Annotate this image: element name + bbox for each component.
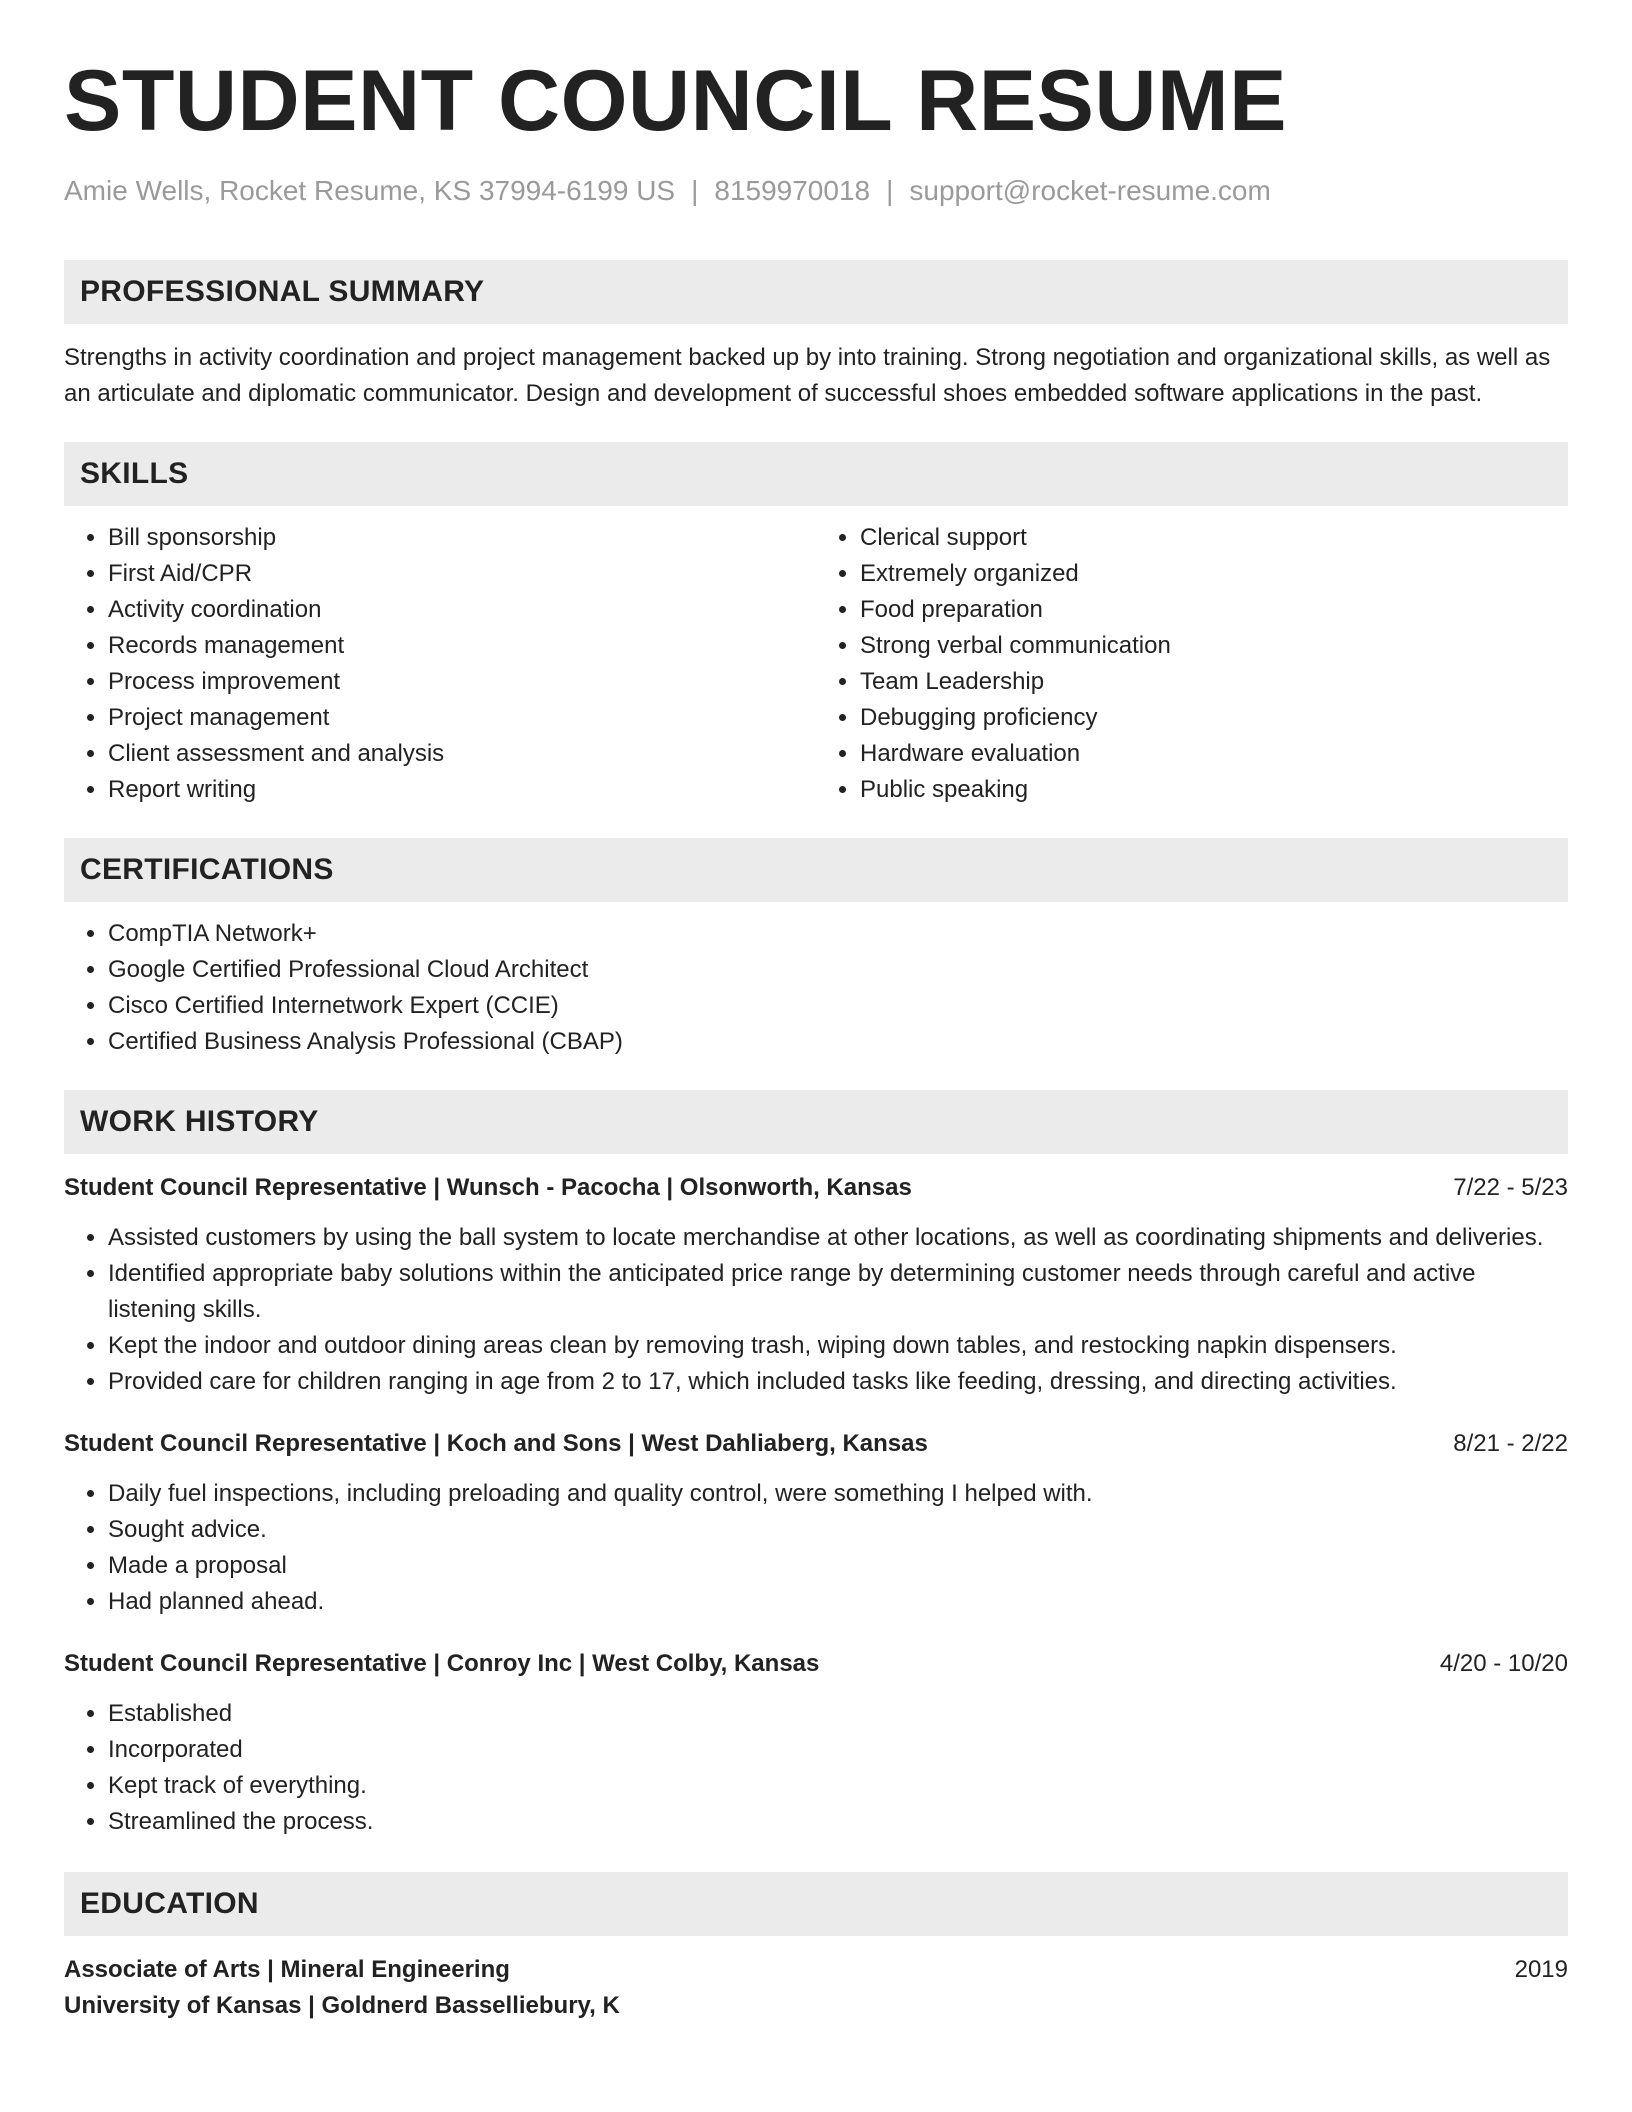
certification-item: • Certified Business Analysis Professional (CBAP) bbox=[108, 1024, 1568, 1060]
job-duty: • Assisted customers by using the ball system to locate merchandise at other locations, as well as coordinating shipments and deliveries. bbox=[108, 1220, 1568, 1256]
certifications-heading: CERTIFICATIONS bbox=[64, 838, 1568, 902]
contact-separator: | bbox=[691, 175, 699, 206]
job-duty: • Sought advice. bbox=[108, 1512, 1568, 1548]
contact-email: support@rocket-resume.com bbox=[909, 175, 1271, 206]
skill-item: • Debugging proficiency bbox=[860, 700, 1568, 736]
job-duty: • Established bbox=[108, 1696, 1568, 1732]
skills-column-left bbox=[64, 520, 816, 808]
skills-heading: SKILLS bbox=[64, 442, 1568, 506]
job-entry bbox=[64, 1646, 1568, 1840]
job-duties bbox=[64, 1220, 1568, 1400]
job-entry bbox=[64, 1170, 1568, 1400]
job-duty: • Incorporated bbox=[108, 1732, 1568, 1768]
certification-item: • Cisco Certified Internetwork Expert (CCIE) bbox=[108, 988, 1568, 1024]
skill-item: • Team Leadership bbox=[860, 664, 1568, 700]
skill-item: • Records management bbox=[108, 628, 816, 664]
skill-item: • Hardware evaluation bbox=[860, 736, 1568, 772]
job-title: Student Council Representative | Conroy Inc | West Colby, Kansas bbox=[64, 1649, 820, 1677]
skills-list bbox=[64, 506, 1568, 808]
contact-phone: 8159970018 bbox=[714, 175, 871, 206]
contact-address: Amie Wells, Rocket Resume, KS 37994-6199 US bbox=[64, 175, 676, 206]
job-duty: • Made a proposal bbox=[108, 1548, 1568, 1584]
job-header bbox=[64, 1646, 1568, 1682]
job-duty: • Provided care for children ranging in age from 2 to 17, which included tasks like feeding, dressing, and directing activities. bbox=[108, 1364, 1568, 1400]
education-heading: EDUCATION bbox=[64, 1872, 1568, 1936]
job-header bbox=[64, 1170, 1568, 1206]
skill-item: • Activity coordination bbox=[108, 592, 816, 628]
job-title: Student Council Representative | Wunsch - Pacocha | Olsonworth, Kansas bbox=[64, 1173, 912, 1201]
job-duty: • Had planned ahead. bbox=[108, 1584, 1568, 1620]
skill-item: • Food preparation bbox=[860, 592, 1568, 628]
resume-title: STUDENT COUNCIL RESUME bbox=[64, 53, 1288, 149]
education-year: 2019 bbox=[1514, 1955, 1568, 1983]
job-duty: • Kept track of everything. bbox=[108, 1768, 1568, 1804]
certifications-list bbox=[64, 916, 1568, 1060]
job-dates: 7/22 - 5/23 bbox=[1453, 1173, 1568, 1201]
skill-item: • Extremely organized bbox=[860, 556, 1568, 592]
job-duty: • Kept the indoor and outdoor dining areas clean by removing trash, wiping down tables, and restocking napkin dispensers. bbox=[108, 1328, 1568, 1364]
skill-item: • Process improvement bbox=[108, 664, 816, 700]
education-school: University of Kansas | Goldnerd Basselliebury, K bbox=[64, 1991, 620, 2019]
skill-item: • Public speaking bbox=[860, 772, 1568, 808]
skill-item: • Report writing bbox=[108, 772, 816, 808]
job-duties bbox=[64, 1476, 1568, 1620]
job-entry bbox=[64, 1426, 1568, 1620]
work-history-heading: WORK HISTORY bbox=[64, 1090, 1568, 1154]
job-dates: 4/20 - 10/20 bbox=[1439, 1649, 1568, 1677]
skill-item: • Client assessment and analysis bbox=[108, 736, 816, 772]
skills-column-right bbox=[816, 520, 1568, 808]
education-entry bbox=[64, 1952, 1568, 2024]
certification-item: • Google Certified Professional Cloud Architect bbox=[108, 952, 1568, 988]
job-title: Student Council Representative | Koch and Sons | West Dahliaberg, Kansas bbox=[64, 1429, 928, 1457]
certification-item: • CompTIA Network+ bbox=[108, 916, 1568, 952]
contact-line bbox=[64, 174, 1568, 208]
summary-text: Strengths in activity coordination and project management backed up by into training. Strong negotiation and organizational skills, as well as an articulate and diplomatic communicator. Design and development of successful shoes embedded software applications in the past. bbox=[64, 343, 1551, 407]
skill-item: • First Aid/CPR bbox=[108, 556, 816, 592]
job-header bbox=[64, 1426, 1568, 1462]
skill-item: • Bill sponsorship bbox=[108, 520, 816, 556]
job-duty: • Identified appropriate baby solutions within the anticipated price range by determining customer needs through careful and active listening skills. bbox=[108, 1256, 1568, 1328]
job-dates: 8/21 - 2/22 bbox=[1453, 1429, 1568, 1457]
contact-separator: | bbox=[886, 175, 894, 206]
job-duties bbox=[64, 1696, 1568, 1840]
skill-item: • Project management bbox=[108, 700, 816, 736]
education-header bbox=[64, 1952, 1568, 1988]
skill-item: • Strong verbal communication bbox=[860, 628, 1568, 664]
skill-item: • Clerical support bbox=[860, 520, 1568, 556]
summary-heading: PROFESSIONAL SUMMARY bbox=[64, 260, 1568, 324]
education-degree: Associate of Arts | Mineral Engineering bbox=[64, 1955, 510, 1983]
job-duty: • Streamlined the process. bbox=[108, 1804, 1568, 1840]
job-duty: • Daily fuel inspections, including preloading and quality control, were something I helped with. bbox=[108, 1476, 1568, 1512]
